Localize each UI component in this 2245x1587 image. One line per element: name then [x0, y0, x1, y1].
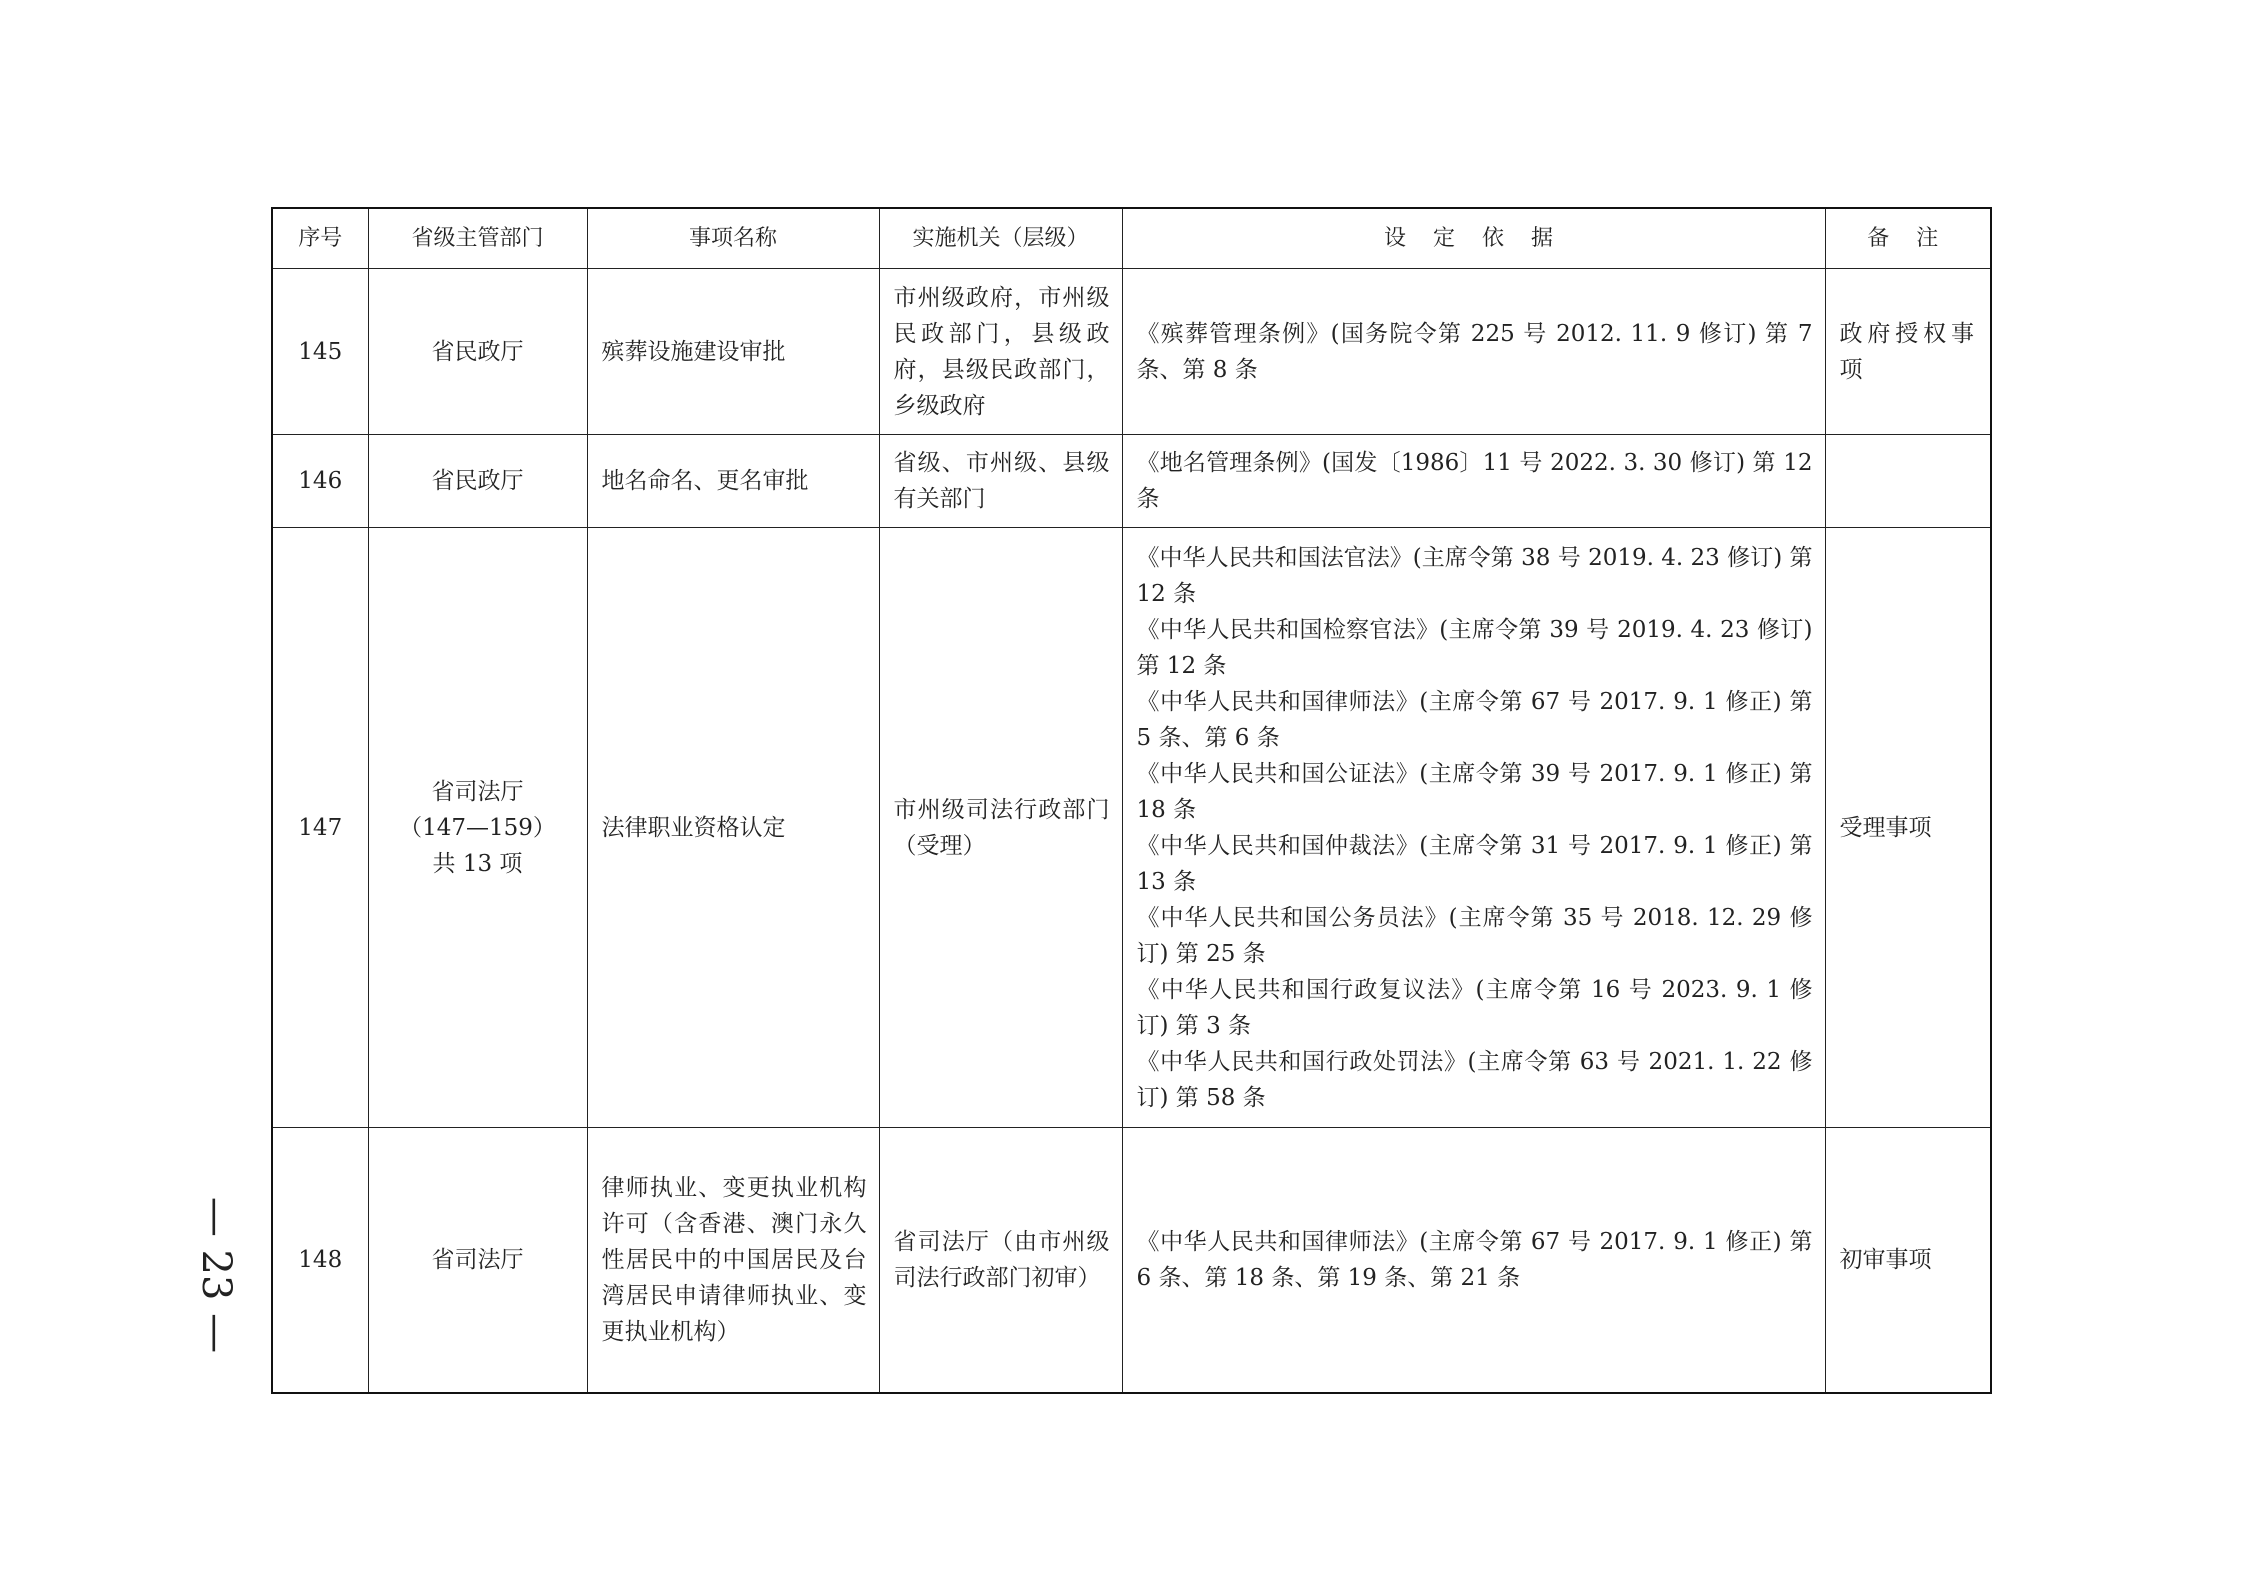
cell-basis: [1122, 435, 1825, 528]
cell-impl: 市州级司法行政部门（受理）: [879, 528, 1122, 1128]
basis-line: 《中华人民共和国公务员法》(主席令第 35 号 2018. 12. 29 修订) 第 25 条: [1136, 904, 1813, 967]
cell-basis: [1122, 528, 1825, 1128]
basis-line: 《中华人民共和国行政处罚法》(主席令第 63 号 2021. 1. 22 修订) 第 58 条: [1136, 1048, 1813, 1111]
cell-seq: 147: [272, 528, 368, 1128]
cell-impl: 省司法厅（由市州级司法行政部门初审）: [879, 1128, 1122, 1393]
basis-line: 《中华人民共和国行政复议法》(主席令第 16 号 2023. 9. 1 修订) 第 3 条: [1136, 976, 1813, 1039]
cell-seq: 145: [272, 269, 368, 435]
cell-note: [1825, 435, 1991, 528]
header-basis: 设 定 依 据: [1122, 208, 1825, 269]
cell-note: 受理事项: [1825, 528, 1991, 1128]
cell-item: 殡葬设施建设审批: [587, 269, 879, 435]
cell-note: 政府授权事项: [1825, 269, 1991, 435]
dept-count-line: 共 13 项: [432, 850, 523, 877]
dept-line: 省民政厅: [431, 338, 524, 365]
header-note: 备 注: [1825, 208, 1991, 269]
approval-items-table: [271, 207, 1992, 1394]
header-seq: 序号: [272, 208, 368, 269]
table-row: [272, 528, 1991, 1128]
cell-item: 地名命名、更名审批: [587, 435, 879, 528]
cell-dept: [368, 269, 587, 435]
cell-note: 初审事项: [1825, 1128, 1991, 1393]
dept-line: 省司法厅: [431, 778, 524, 805]
cell-dept: [368, 1128, 587, 1393]
dept-line: 省民政厅: [431, 468, 524, 494]
page-number-text: — 23 —: [193, 1196, 239, 1354]
table-row: [272, 269, 1991, 435]
cell-impl: 市州级政府，市州级民政部门，县级政府，县级民政部门，乡级政府: [879, 269, 1122, 435]
header-impl: 实施机关（层级）: [879, 208, 1122, 269]
basis-line: 《殡葬管理条例》(国务院令第 225 号 2012. 11. 9 修订) 第 7 条、第 8 条: [1136, 320, 1813, 383]
cell-impl: 省级、市州级、县级有关部门: [879, 435, 1122, 528]
cell-basis: [1122, 1128, 1825, 1393]
basis-line: 《中华人民共和国律师法》(主席令第 67 号 2017. 9. 1 修正) 第 6 条、第 18 条、第 19 条、第 21 条: [1136, 1228, 1813, 1291]
basis-line: 《中华人民共和国检察官法》(主席令第 39 号 2019. 4. 23 修订) 第 12 条: [1136, 616, 1813, 679]
table-row: [272, 435, 1991, 528]
table-row: [272, 1128, 1991, 1393]
basis-line: 《中华人民共和国公证法》(主席令第 39 号 2017. 9. 1 修正) 第 18 条: [1136, 760, 1813, 823]
basis-line: 《中华人民共和国律师法》(主席令第 67 号 2017. 9. 1 修正) 第 5 条、第 6 条: [1136, 688, 1813, 751]
cell-item: 法律职业资格认定: [587, 528, 879, 1128]
cell-basis: [1122, 269, 1825, 435]
table-header-row: [272, 208, 1991, 269]
header-item: 事项名称: [587, 208, 879, 269]
cell-dept: [368, 435, 587, 528]
page-number: [193, 1195, 239, 1355]
basis-line: 《中华人民共和国仲裁法》(主席令第 31 号 2017. 9. 1 修正) 第 13 条: [1136, 832, 1813, 895]
cell-dept: [368, 528, 587, 1128]
cell-item: 律师执业、变更执业机构许可（含香港、澳门永久性居民中的中国居民及台湾居民申请律师执业、变更执业机构）: [587, 1128, 879, 1393]
basis-line: 《中华人民共和国法官法》(主席令第 38 号 2019. 4. 23 修订) 第 12 条: [1136, 544, 1813, 607]
dept-range-line: （147—159）: [399, 814, 556, 841]
header-dept: 省级主管部门: [368, 208, 587, 269]
dept-line: 省司法厅: [431, 1246, 524, 1273]
cell-seq: 146: [272, 435, 368, 528]
cell-seq: 148: [272, 1128, 368, 1393]
basis-line: 《地名管理条例》(国发〔1986〕11 号 2022. 3. 30 修订) 第 12 条: [1136, 450, 1813, 512]
